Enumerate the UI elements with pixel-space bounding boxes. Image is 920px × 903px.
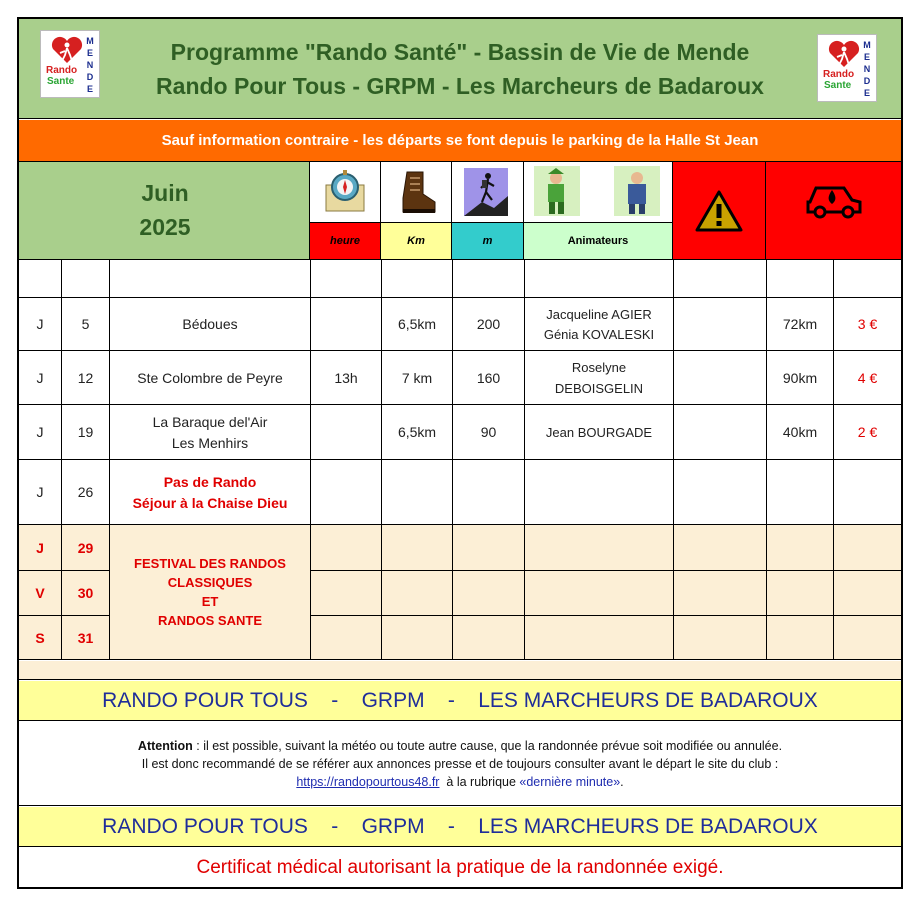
festival-date-3: 31 bbox=[77, 630, 94, 646]
spacer-row bbox=[19, 661, 901, 680]
header bbox=[19, 19, 901, 119]
place-line2: Les Menhirs bbox=[171, 435, 249, 451]
attention-label: Attention bbox=[137, 739, 193, 753]
heart-hiker-icon bbox=[824, 37, 864, 71]
day-cell: J bbox=[36, 369, 44, 386]
rando-sante-logo-right bbox=[817, 34, 877, 102]
heure-cell bbox=[311, 298, 381, 350]
page-title-line2: Rando Pour Tous - GRPM - Les Marcheurs de Badaroux bbox=[156, 72, 764, 99]
heure-cell: 13h bbox=[334, 369, 358, 386]
date-cell: 12 bbox=[77, 369, 94, 386]
festival-day-2: V bbox=[35, 585, 45, 601]
guides-icon bbox=[534, 166, 664, 218]
table-row bbox=[19, 298, 901, 351]
no-rando-line1: Pas de Rando bbox=[163, 474, 257, 490]
festival-line-1: FESTIVAL DES RANDOS bbox=[134, 555, 286, 571]
animateur-1: Jacqueline AGIER bbox=[546, 306, 652, 322]
clubs-banner-bottom: RANDO POUR TOUS - GRPM - LES MARCHEURS DE BADAROUX bbox=[19, 807, 901, 847]
place-cell: Bédoues bbox=[182, 316, 238, 332]
festival-date-1: 29 bbox=[77, 539, 94, 556]
animateur-1: Jean BOURGADE bbox=[545, 424, 653, 440]
distance-cell: 90km bbox=[782, 369, 818, 386]
elevation-cell: 90 bbox=[480, 424, 497, 440]
notice-text3c: . bbox=[620, 775, 624, 789]
day-cell: J bbox=[36, 484, 44, 500]
price-cell: 2 € bbox=[857, 424, 878, 440]
day-cell: J bbox=[36, 316, 44, 332]
animateur-2: Génia KOVALESKI bbox=[543, 326, 655, 342]
year-label: 2025 bbox=[139, 213, 191, 240]
festival-date-2: 30 bbox=[77, 585, 94, 601]
date-cell: 19 bbox=[77, 424, 94, 440]
last-minute-label: «dernière minute» bbox=[519, 775, 621, 789]
col-header-heure: heure bbox=[310, 222, 381, 260]
notice-line3 bbox=[19, 773, 901, 791]
km-cell: 7 km bbox=[401, 369, 433, 386]
icon-cell-animateurs bbox=[524, 162, 673, 222]
festival-line-3: ET bbox=[201, 593, 219, 609]
warning-cell bbox=[673, 162, 766, 260]
warning-icon bbox=[695, 189, 743, 233]
icon-cell-m bbox=[452, 162, 524, 222]
place-cell: Ste Colombre de Peyre bbox=[137, 369, 283, 386]
logo-word2: Sante bbox=[824, 80, 852, 91]
departure-banner: Sauf information contraire - les départs se font depuis le parking de la Halle St Jean bbox=[19, 120, 901, 162]
rando-sante-logo-left bbox=[40, 30, 100, 98]
col-header-m: m bbox=[452, 222, 524, 260]
elevation-cell: 160 bbox=[476, 369, 501, 386]
car-cell bbox=[766, 162, 901, 260]
car-icon bbox=[804, 174, 864, 220]
animateur-2: DEBOISGELIN bbox=[554, 380, 644, 396]
day-cell: J bbox=[36, 424, 44, 440]
distance-cell: 72km bbox=[782, 316, 818, 332]
table-row bbox=[19, 405, 901, 460]
icon-cell-heure bbox=[310, 162, 381, 222]
logo-city: M E N D E bbox=[863, 40, 871, 98]
icon-cell-km bbox=[381, 162, 452, 222]
col-header-km: Km bbox=[381, 222, 452, 260]
notice-block bbox=[19, 722, 901, 806]
heure-cell bbox=[311, 405, 381, 459]
no-rando-line2: Séjour à la Chaise Dieu bbox=[132, 495, 288, 511]
notice-line2: Il est donc recommandé de se référer aux annonces presse et de toujours consulter avant le départ le site du club : bbox=[141, 757, 779, 771]
festival-line-4: RANDOS SANTE bbox=[157, 612, 262, 628]
col-header-animateurs: Animateurs bbox=[524, 222, 673, 260]
table-row bbox=[19, 460, 901, 525]
logo-word2: Sante bbox=[47, 76, 75, 87]
heart-hiker-icon bbox=[47, 33, 87, 67]
empty-row bbox=[19, 260, 901, 298]
km-cell: 6,5km bbox=[397, 316, 437, 332]
logo-city: M E N D E bbox=[86, 36, 94, 94]
hiker-icon bbox=[464, 168, 512, 218]
page-title-line1: Programme "Rando Santé" - Bassin de Vie de Mende bbox=[170, 38, 750, 65]
distance-cell: 40km bbox=[782, 424, 818, 440]
festival-day-3: S bbox=[35, 630, 45, 646]
festival-line-2: CLASSIQUES bbox=[167, 574, 253, 590]
clubs-banner-top: RANDO POUR TOUS - GRPM - LES MARCHEURS DE BADAROUX bbox=[19, 681, 901, 721]
boot-icon bbox=[393, 168, 443, 218]
compass-icon bbox=[320, 167, 370, 215]
logo-word1: Rando bbox=[46, 65, 78, 76]
date-cell: 26 bbox=[77, 484, 94, 500]
notice-line1 bbox=[19, 737, 901, 755]
notice-text1: : il est possible, suivant la météo ou toute autre cause, que la randonnée prévue soit modifiée ou annulée. bbox=[192, 739, 783, 753]
notice-text3a: à la rubrique bbox=[439, 775, 520, 789]
price-cell: 3 € bbox=[857, 316, 878, 332]
medical-certificate-note: Certificat médical autorisant la pratique de la randonnée exigé. bbox=[19, 848, 901, 887]
price-cell: 4 € bbox=[857, 369, 878, 386]
club-website-link[interactable]: https://randopourtous48.fr bbox=[296, 775, 440, 789]
logo-word1: Rando bbox=[823, 69, 855, 80]
elevation-cell: 200 bbox=[476, 316, 501, 332]
km-cell: 6,5km bbox=[397, 424, 437, 440]
festival-day-1: J bbox=[36, 539, 44, 556]
month-label: Juin bbox=[141, 179, 189, 206]
table-row bbox=[19, 351, 901, 405]
date-cell: 5 bbox=[81, 316, 90, 332]
place-line1: La Baraque del'Air bbox=[152, 414, 268, 430]
animateur-1: Roselyne bbox=[571, 359, 627, 375]
